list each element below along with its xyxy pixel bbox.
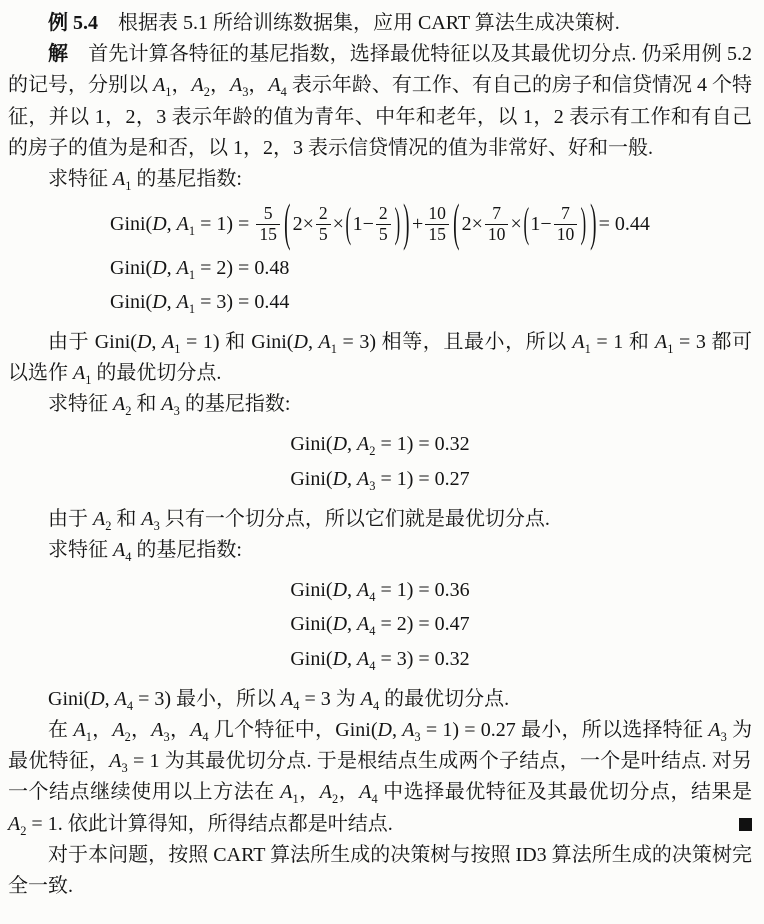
text-run: ， (171, 74, 192, 97)
left-paren: ( (453, 195, 460, 253)
fraction-denominator: 15 (428, 223, 446, 244)
math-variable-subscripted (318, 330, 337, 356)
subscript: 1 (165, 85, 172, 100)
text-run: = 3) 相等，且最小，所以 (336, 330, 573, 353)
text-run: 2× (292, 212, 314, 235)
math-variable: A (191, 74, 204, 97)
right-paren: ) (590, 195, 597, 253)
fraction-denominator: 10 (487, 223, 506, 244)
subscript: 4 (202, 729, 209, 744)
subscript: 2 (105, 518, 112, 533)
equation-gini-a1-3 (110, 287, 752, 318)
math-variable-subscripted (151, 718, 170, 744)
math-variable-subscripted (357, 647, 376, 673)
text-run: = 0.44 (598, 212, 650, 235)
math-variable: A (141, 507, 154, 530)
math-variable-subscripted (113, 167, 132, 193)
math-variable-subscripted (268, 74, 287, 100)
equation-gini-a4-2 (8, 609, 752, 640)
math-variable: D (377, 718, 392, 741)
equation-block-a1 (8, 195, 752, 318)
text-run: 的基尼指数: (131, 539, 242, 562)
fraction (485, 204, 509, 244)
subscript: 3 (153, 518, 160, 533)
subscript: 3 (242, 85, 249, 100)
text-run: ， (298, 781, 320, 804)
math-variable: D (90, 687, 105, 710)
example-heading-text: 根据表 5.1 所给训练数据集，应用 CART 算法生成决策树. (98, 12, 620, 34)
text-run: 1− (530, 212, 552, 235)
math-variable-subscripted (162, 330, 181, 356)
math-variable: A (280, 781, 293, 804)
math-variable: A (572, 330, 585, 353)
text-run: , (166, 290, 177, 313)
text-run: Gini( (110, 290, 153, 313)
left-paren: ( (523, 201, 529, 248)
math-variable-subscripted (359, 781, 378, 807)
text-run: = 1) = 0.27 最小，所以选择特征 (420, 718, 709, 741)
math-variable: A (190, 718, 203, 741)
text-run: = 3 为 (299, 687, 361, 710)
right-paren: ) (403, 195, 410, 253)
math-variable: A (402, 718, 415, 741)
math-variable-subscripted (280, 781, 299, 807)
text-run: = 1) = 0.32 (375, 433, 470, 456)
text-run: Gini( (290, 579, 333, 602)
paragraph-cart-id3-remark (8, 840, 752, 902)
paragraph-a1-conclusion (8, 327, 752, 389)
text-run: Gini( (290, 647, 333, 670)
text-run: × (510, 212, 522, 235)
text-run: 2× (461, 212, 483, 235)
math-variable: D (332, 613, 348, 636)
subscript: 2 (124, 729, 131, 744)
subscript: 1 (667, 341, 674, 356)
math-variable-subscripted (114, 687, 134, 713)
text-run: 的最优切分点. (91, 362, 222, 385)
math-variable-subscripted (229, 74, 249, 100)
math-variable: A (176, 212, 189, 235)
math-variable-subscripted (357, 433, 376, 459)
math-variable-subscripted (191, 74, 210, 100)
right-paren: ) (394, 201, 400, 248)
text-run: , (347, 433, 358, 456)
paragraph-a2-a3-conclusion (8, 504, 752, 535)
text-run: ， (130, 718, 152, 741)
math-variable: A (655, 330, 668, 353)
bold-label: 解 (48, 43, 69, 66)
math-variable: D (136, 330, 152, 353)
subscript: 4 (372, 698, 380, 713)
math-variable-subscripted (141, 507, 160, 533)
paragraph-a4-conclusion (8, 684, 752, 715)
text-run: 由于 (48, 507, 93, 530)
subscript: 2 (369, 444, 376, 459)
math-variable: A (281, 687, 294, 710)
math-variable: A (162, 330, 175, 353)
subscript: 2 (125, 404, 132, 419)
math-variable-subscripted (402, 718, 421, 744)
fraction (316, 204, 331, 244)
subscript: 2 (20, 823, 27, 838)
math-variable: D (152, 290, 167, 313)
text-run: 求特征 (48, 167, 113, 190)
subscript: 2 (331, 792, 339, 807)
math-variable-subscripted (177, 209, 195, 240)
text-run: , (347, 613, 358, 636)
math-variable: A (357, 433, 370, 456)
equation-block-a2-a3 (8, 429, 752, 494)
textbook-page (8, 8, 752, 924)
paragraph-gini-a4-lead (8, 535, 752, 566)
math-variable: A (268, 74, 281, 97)
subscript: 4 (125, 550, 132, 565)
math-variable: A (73, 362, 86, 385)
text-run: = 2) = 0.48 (195, 256, 290, 279)
text-run: , (391, 718, 403, 741)
math-variable: A (113, 539, 126, 562)
math-variable: A (112, 718, 125, 741)
subscript: 4 (369, 658, 376, 673)
text-run: = 1) 和 Gini( (180, 330, 294, 353)
math-variable: A (357, 613, 370, 636)
math-variable-subscripted (319, 781, 339, 807)
math-variable-subscripted (357, 467, 376, 493)
math-variable: A (114, 687, 127, 710)
subscript: 4 (369, 590, 376, 605)
text-run: 和 (131, 393, 162, 416)
left-paren: ( (284, 195, 291, 253)
math-variable: A (176, 290, 189, 313)
text-run: = 3) = 0.32 (375, 647, 470, 670)
fraction-denominator: 5 (378, 223, 388, 244)
math-variable: A (708, 718, 721, 741)
fraction-numerator: 10 (425, 204, 449, 225)
text-run: = 3) = 0.44 (195, 290, 290, 313)
subscript: 1 (188, 301, 196, 316)
text-run: Gini( (290, 433, 333, 456)
math-variable-subscripted (113, 539, 132, 565)
subscript: 1 (125, 178, 132, 193)
paragraph-final-selection (8, 715, 752, 840)
subscript: 1 (188, 267, 196, 282)
text-run: 为最优特征， (8, 718, 753, 773)
text-run: , (104, 687, 115, 710)
fraction (376, 204, 391, 244)
math-variable: A (153, 74, 166, 97)
subscript: 3 (121, 761, 128, 776)
text-run: ， (338, 781, 360, 804)
text-run: = 1) = 0.36 (375, 579, 470, 602)
subscript: 4 (369, 624, 376, 639)
subscript: 3 (173, 404, 180, 419)
equation-block-a4 (8, 575, 752, 675)
text-run: 在 (48, 718, 74, 741)
subscript: 3 (163, 729, 170, 744)
math-variable-subscripted (113, 393, 132, 419)
fraction-numerator: 7 (485, 204, 509, 225)
equation-gini-a3-1 (8, 464, 752, 495)
text-run: = 2) = 0.47 (375, 613, 470, 636)
subscript: 1 (174, 341, 181, 356)
text-run: = 1) = (195, 212, 255, 235)
math-variable-subscripted (73, 362, 92, 388)
fraction (256, 204, 280, 244)
text-run: 的最优切分点. (379, 687, 510, 710)
equation-gini-a4-1 (8, 575, 752, 606)
example-label: 例 5.4 (48, 12, 98, 34)
math-variable: A (360, 687, 373, 710)
math-variable: A (229, 74, 243, 97)
text-run: ， (169, 718, 191, 741)
subscript: 2 (203, 85, 210, 100)
subscript: 4 (371, 792, 378, 807)
equation-gini-a1-2 (110, 253, 752, 284)
math-variable: A (357, 579, 370, 602)
math-variable-subscripted (357, 579, 376, 605)
math-variable: D (332, 433, 348, 456)
remark-text: 对于本问题，按照 CART 算法所生成的决策树与按照 ID3 算法所生成的决策树完全一致. (8, 843, 752, 897)
subscript: 1 (292, 792, 299, 807)
math-variable: A (113, 167, 126, 190)
text-run: , (347, 467, 358, 490)
text-run: = 1 为其最优切分点. 于是根结点生成两个子结点，一个是叶结点. 对另一个结点继续使用以上方法在 (8, 750, 753, 804)
math-variable: D (152, 256, 167, 279)
subscript: 1 (330, 341, 337, 356)
text-run: 求特征 (48, 393, 113, 416)
text-run: Gini( (110, 256, 153, 279)
math-variable: A (109, 750, 122, 773)
math-variable-subscripted (572, 330, 591, 356)
math-variable-subscripted (190, 718, 209, 744)
subscript: 4 (293, 698, 300, 713)
paragraph-gini-a2-a3-lead (8, 389, 752, 420)
text-run: 的基尼指数: (131, 167, 242, 190)
math-variable: D (293, 330, 308, 353)
math-variable: D (152, 212, 167, 235)
text-run: ， (91, 718, 113, 741)
fraction (425, 204, 449, 244)
paragraph-gini-a1-lead (8, 164, 752, 195)
math-variable-subscripted (153, 74, 172, 100)
math-variable: A (73, 718, 86, 741)
math-variable-subscripted (176, 290, 196, 316)
subscript: 1 (188, 223, 196, 238)
math-variable-subscripted (360, 687, 380, 713)
text-run: , (151, 330, 162, 353)
fraction-denominator: 15 (259, 223, 277, 244)
text-run: = 1 和 (590, 330, 656, 353)
math-variable: A (8, 812, 21, 835)
math-variable-subscripted (112, 718, 131, 744)
text-run: 只有一个切分点，所以它们就是最优切分点. (159, 507, 550, 530)
fraction-numerator: 2 (376, 204, 391, 225)
math-variable: D (332, 579, 348, 602)
fraction (554, 204, 578, 244)
math-variable-subscripted (357, 613, 376, 639)
math-variable: A (151, 718, 164, 741)
text-run: Gini( (290, 467, 333, 490)
fraction-denominator: 5 (318, 223, 328, 244)
math-variable: A (319, 781, 332, 804)
qed-square (739, 818, 752, 831)
fraction-numerator: 2 (316, 204, 331, 225)
text-run: Gini( (110, 212, 153, 235)
math-variable: A (113, 393, 126, 416)
subscript: 1 (584, 341, 591, 356)
fraction-numerator: 5 (256, 204, 280, 225)
fraction-denominator: 10 (556, 223, 575, 244)
paragraph-example-heading (8, 8, 752, 39)
text-run: × (332, 212, 344, 235)
text-run: Gini( (48, 687, 91, 710)
text-run: , (307, 330, 319, 353)
subscript: 4 (280, 85, 287, 100)
text-run: ， (248, 74, 269, 97)
math-variable-subscripted (161, 393, 180, 419)
math-variable: A (93, 507, 106, 530)
text-run: , (166, 256, 177, 279)
math-variable: A (357, 467, 370, 490)
text-run: = 3) 最小，所以 (133, 687, 282, 710)
fraction-numerator: 7 (554, 204, 578, 225)
math-variable-subscripted (93, 507, 112, 533)
math-variable: A (359, 781, 372, 804)
text-run: = 1) = 0.27 (375, 467, 470, 490)
text-run: ， (209, 74, 230, 97)
math-variable: A (357, 647, 370, 670)
text-run: , (347, 647, 358, 670)
left-paren: ( (345, 201, 352, 248)
math-variable-subscripted (708, 718, 727, 744)
math-variable: A (318, 330, 331, 353)
text-run: = 3 都可以选作 (8, 330, 753, 385)
equation-gini-a4-3 (8, 644, 752, 675)
text-run: 求特征 (48, 539, 113, 562)
equation-gini-a2-1 (8, 429, 752, 460)
text-run: 和 (111, 507, 142, 530)
math-variable-subscripted (109, 750, 128, 776)
subscript: 1 (85, 729, 92, 744)
math-variable-subscripted (655, 330, 674, 356)
subscript: 3 (414, 729, 421, 744)
text-run: , (166, 212, 177, 235)
subscript: 3 (369, 478, 376, 493)
text-run: 首先计算各特征的基尼指数，选择最优特征以及其最优切分点. 仍采用例 5.2 的记号，分别以 (8, 43, 753, 97)
math-variable-subscripted (281, 687, 300, 713)
text-run: = 1. 依此计算得知，所得结点都是叶结点. (26, 812, 393, 835)
text-run: 的基尼指数: (179, 393, 291, 416)
paragraph-solution-intro (8, 39, 752, 164)
math-variable: A (176, 256, 189, 279)
math-variable-subscripted (176, 256, 196, 282)
right-paren: ) (580, 201, 587, 248)
math-variable-subscripted (73, 718, 92, 744)
text-run: Gini( (290, 613, 333, 636)
text-run: , (347, 579, 358, 602)
math-variable: A (161, 393, 174, 416)
math-variable-subscripted (8, 812, 27, 838)
text-run: 表示年龄、有工作、有自己的房子和信贷情况 4 个特征，并以 1，2，3 表示年龄的值为青年、中年和老年，以 1，2 表示有工作和有自己的房子的值为是和否，以 1，2，3 表示信贷情况的值为非常好、好和一般. (8, 74, 753, 159)
math-variable: D (332, 467, 348, 490)
text-run: 由于 Gini( (48, 330, 137, 353)
math-variable: D (332, 647, 348, 670)
text-run: 几个特征中，Gini( (208, 718, 378, 741)
subscript: 4 (126, 698, 134, 713)
subscript: 3 (720, 729, 727, 744)
equation-gini-a1-1 (110, 195, 752, 253)
text-run: 中选择最优特征及其最优切分点，结果是 (377, 781, 753, 804)
text-run: 1− (352, 212, 374, 235)
text-run: + (412, 212, 424, 235)
subscript: 1 (85, 373, 92, 388)
